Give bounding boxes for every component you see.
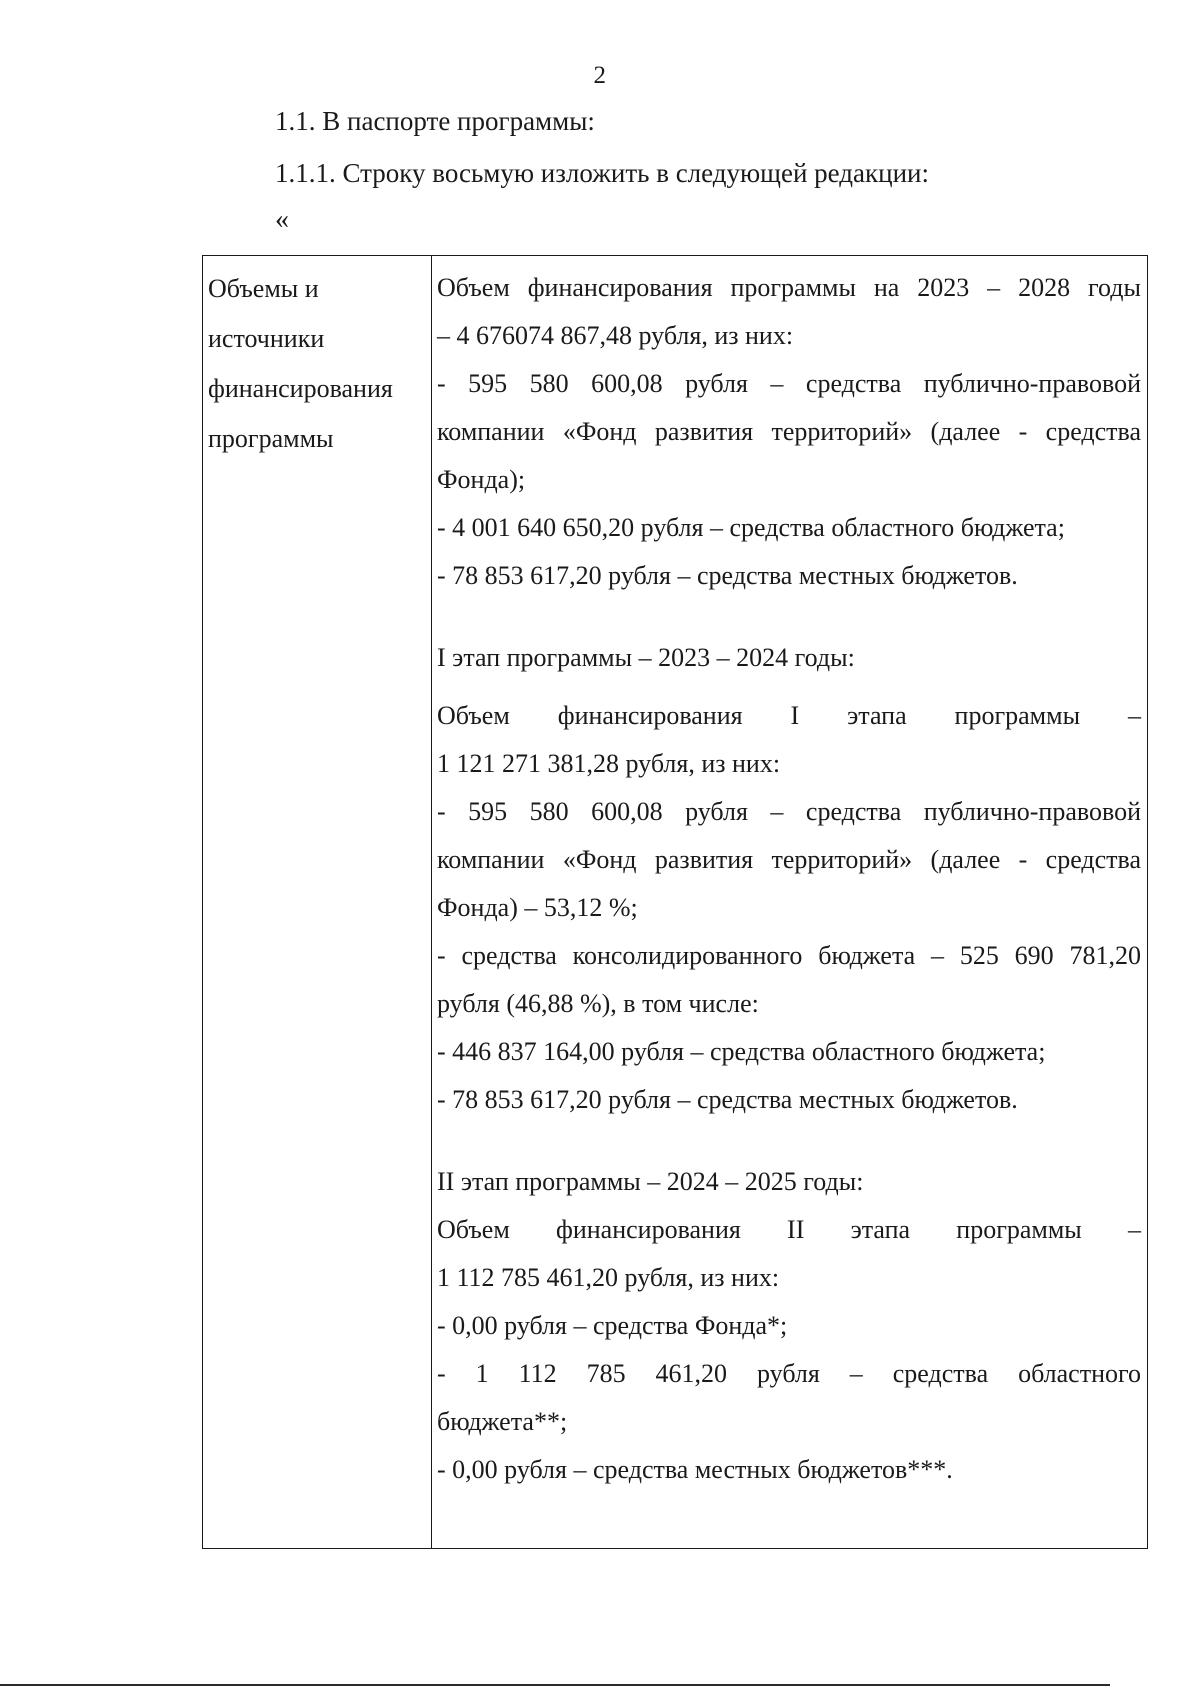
- stage1-consolidated-line: рубля (46,88 %), в том числе:: [437, 989, 759, 1018]
- stage1-local-budgets: - 78 853 617,20 рубля – средства местных бюджетов.: [437, 1085, 1018, 1114]
- stage2-financing-amount: 1 112 785 461,20 рубля, из них:: [437, 1263, 780, 1292]
- stage1-financing-line: Объем финансирования I этапа программы –: [437, 701, 1141, 730]
- total-fund-line: компании «Фонд развития территорий» (далее - средства: [437, 417, 1141, 446]
- opening-quote-mark: «: [275, 204, 289, 235]
- total-financing-amount: – 4 676074 867,48 рубля, из них:: [437, 321, 794, 350]
- stage2-local-budgets: - 0,00 рубля – средства местных бюджетов***.: [437, 1455, 953, 1484]
- stage1-heading: I этап программы – 2023 – 2024 годы:: [437, 643, 855, 672]
- bottom-divider: [0, 1684, 1110, 1686]
- stage1-regional-budget: - 446 837 164,00 рубля – средства областного бюджета;: [437, 1037, 1046, 1066]
- row-label-line: Объемы и: [208, 274, 319, 303]
- stage1-fund-line: Фонда) – 53,12 %;: [437, 893, 638, 922]
- total-fund-line: - 595 580 600,08 рубля – средства публично-правовой: [437, 369, 1141, 398]
- passport-table: [202, 255, 1148, 1549]
- stage1-consolidated-line: - средства консолидированного бюджета – 525 690 781,20: [437, 941, 1141, 970]
- stage2-heading: II этап программы – 2024 – 2025 годы:: [437, 1167, 864, 1196]
- amendment-instruction: 1.1.1. Строку восьмую изложить в следующей редакции:: [275, 158, 929, 188]
- stage1-financing-amount: 1 121 271 381,28 рубля, из них:: [437, 749, 781, 778]
- stage1-fund-line: компании «Фонд развития территорий» (далее - средства: [437, 845, 1141, 874]
- stage1-fund-line: - 595 580 600,08 рубля – средства публично-правовой: [437, 797, 1141, 826]
- stage2-regional-line: бюджета**;: [437, 1407, 568, 1436]
- stage2-regional-line: - 1 112 785 461,20 рубля – средства областного: [437, 1359, 1141, 1388]
- total-local-budgets: - 78 853 617,20 рубля – средства местных бюджетов.: [437, 561, 1018, 590]
- total-fund-line: Фонда);: [437, 465, 526, 494]
- row-content-cell: [432, 256, 1148, 1549]
- row-label-line: источники: [208, 324, 325, 353]
- row-label-line: программы: [208, 424, 334, 453]
- stage2-fund-line: - 0,00 рубля – средства Фонда*;: [437, 1311, 788, 1340]
- row-label-cell: [203, 256, 432, 1549]
- total-financing-line: Объем финансирования программы на 2023 – 2028 годы: [437, 273, 1141, 302]
- section-heading: 1.1. В паспорте программы:: [275, 106, 595, 136]
- stage2-financing-line: Объем финансирования II этапа программы –: [437, 1215, 1141, 1244]
- row-label-line: финансирования: [208, 374, 393, 403]
- page-number: 2: [593, 62, 607, 89]
- table-row: [203, 256, 1148, 1549]
- total-regional-budget: - 4 001 640 650,20 рубля – средства областного бюджета;: [437, 513, 1065, 542]
